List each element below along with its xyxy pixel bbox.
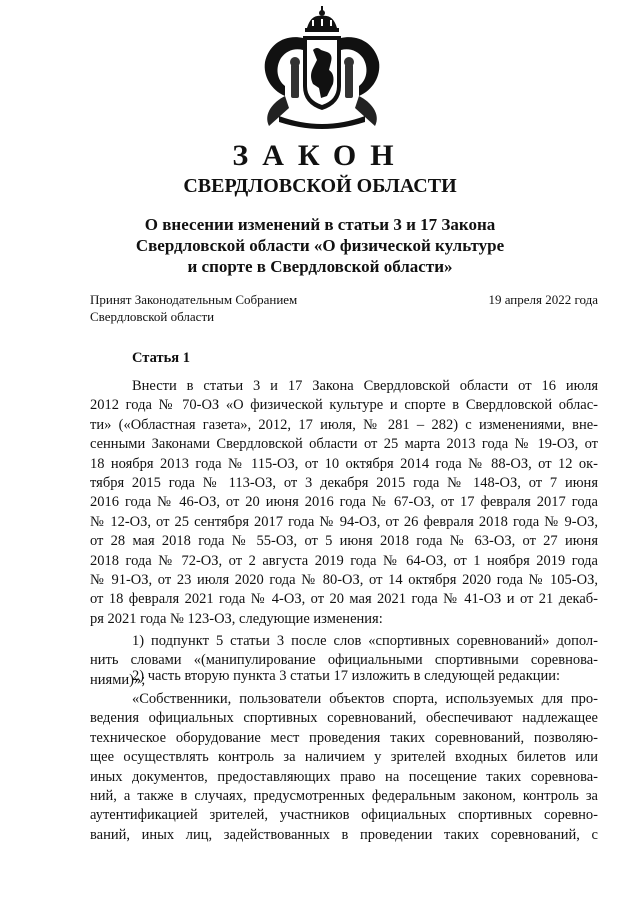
text-line: № 91-ОЗ, от 23 июля 2020 года № 80-ОЗ, от 14 октября 2020 года № 105-ОЗ,	[90, 572, 598, 589]
text-line: от 28 мая 2018 года № 55-ОЗ, от 5 июня 2018 года № 63-ОЗ, от 27 июня	[90, 533, 598, 550]
text-line: «Собственники, пользователи объектов спорта, используемых для про-	[132, 691, 598, 707]
text-line: техническое оборудование мест проведения таких соревнований, позволяю-	[90, 729, 598, 746]
adopted-date: 19 апреля 2022 года	[488, 292, 598, 307]
text-line: ведения официальных спортивных соревнований, обеспечивают надлежащее	[90, 710, 598, 727]
text-line: ря 2021 года № 123-ОЗ, следующие изменения:	[90, 610, 383, 627]
text-line: 2016 года № 46-ОЗ, от 20 июня 2016 года № 67-ОЗ, от 17 февраля 2017 года	[90, 494, 598, 511]
text-line: сенными Законами Свердловской области от 25 марта 2013 года № 19-ОЗ, от	[90, 436, 598, 453]
text-line: ваний, иных лиц, задействованных в проведении таких соревнований, с	[90, 826, 598, 843]
adopted-by	[90, 291, 297, 325]
text-line: аутентификацией зрителей, участников официальных спортивных соревно-	[90, 807, 598, 824]
text-line: тября 2015 года № 113-ОЗ, от 3 декабря 2015 года № 148-ОЗ, от 7 июня	[90, 475, 598, 492]
paragraph-amendments	[90, 377, 598, 629]
text-line: от 18 февраля 2021 года № 4-ОЗ, от 20 мая 2021 года № 41-ОЗ и от 21 декаб-	[90, 591, 598, 608]
text-line: 1) подпункт 5 статьи 3 после слов «спортивных соревнований» допол-	[132, 633, 598, 649]
subtitle-line: О внесении изменений в статьи 3 и 17 Закона	[144, 215, 496, 234]
article-heading: Статья 1	[132, 350, 190, 366]
text-line: Внести в статьи 3 и 17 Закона Свердловской области от 16 июля	[132, 378, 598, 394]
subtitle-line: Свердловской области «О физической культуре	[135, 236, 505, 255]
text-line: 18 ноября 2013 года № 115-ОЗ, от 10 октября 2014 года № 88-ОЗ, от 12 ок-	[90, 455, 598, 472]
text-line: 2012 года № 70-ОЗ «О физической культуре и спорте в Свердловской облас-	[90, 397, 598, 414]
law-subtitle	[0, 214, 640, 277]
adopted-line: Свердловской области	[90, 309, 215, 324]
text-line: иных документов, предоставляющих право на посещение таких соревнова-	[90, 768, 598, 785]
text-line: ти» («Областная газета», 2012, 17 июля, № 281 – 282) с изменениями, вне-	[90, 416, 598, 433]
text-line: 2) часть вторую пункта 3 статьи 17 изложить в следующей редакции:	[132, 668, 561, 684]
law-title: ЗАКОН	[232, 139, 408, 172]
text-line: щее осуществлять контроль за наличием у зрителей входных билетов или	[90, 749, 598, 766]
adopted-line: Принят Законодательным Собранием	[90, 292, 298, 307]
text-line: ниями)»;	[90, 671, 146, 688]
text-line: ний, а также в случаях, предусмотренных федеральным законом, контроль за	[90, 788, 598, 805]
coat-of-arms-emblem	[255, 4, 389, 132]
region-title: СВЕРДЛОВСКОЙ ОБЛАСТИ	[183, 175, 457, 197]
subtitle-line: и спорте в Свердловской области»	[187, 257, 453, 276]
text-line: нить словами «(манипулирование официальными спортивными соревнова-	[90, 652, 598, 669]
paragraph-item-2	[90, 667, 598, 686]
text-line: № 12-ОЗ, от 25 сентября 2017 года № 94-ОЗ, от 26 февраля 2018 года № 9-ОЗ,	[90, 513, 598, 530]
paragraph-quoted-text	[90, 690, 598, 845]
text-line: 2018 года № 72-ОЗ, от 2 августа 2019 года № 64-ОЗ, от 1 ноября 2019 года	[90, 552, 598, 569]
